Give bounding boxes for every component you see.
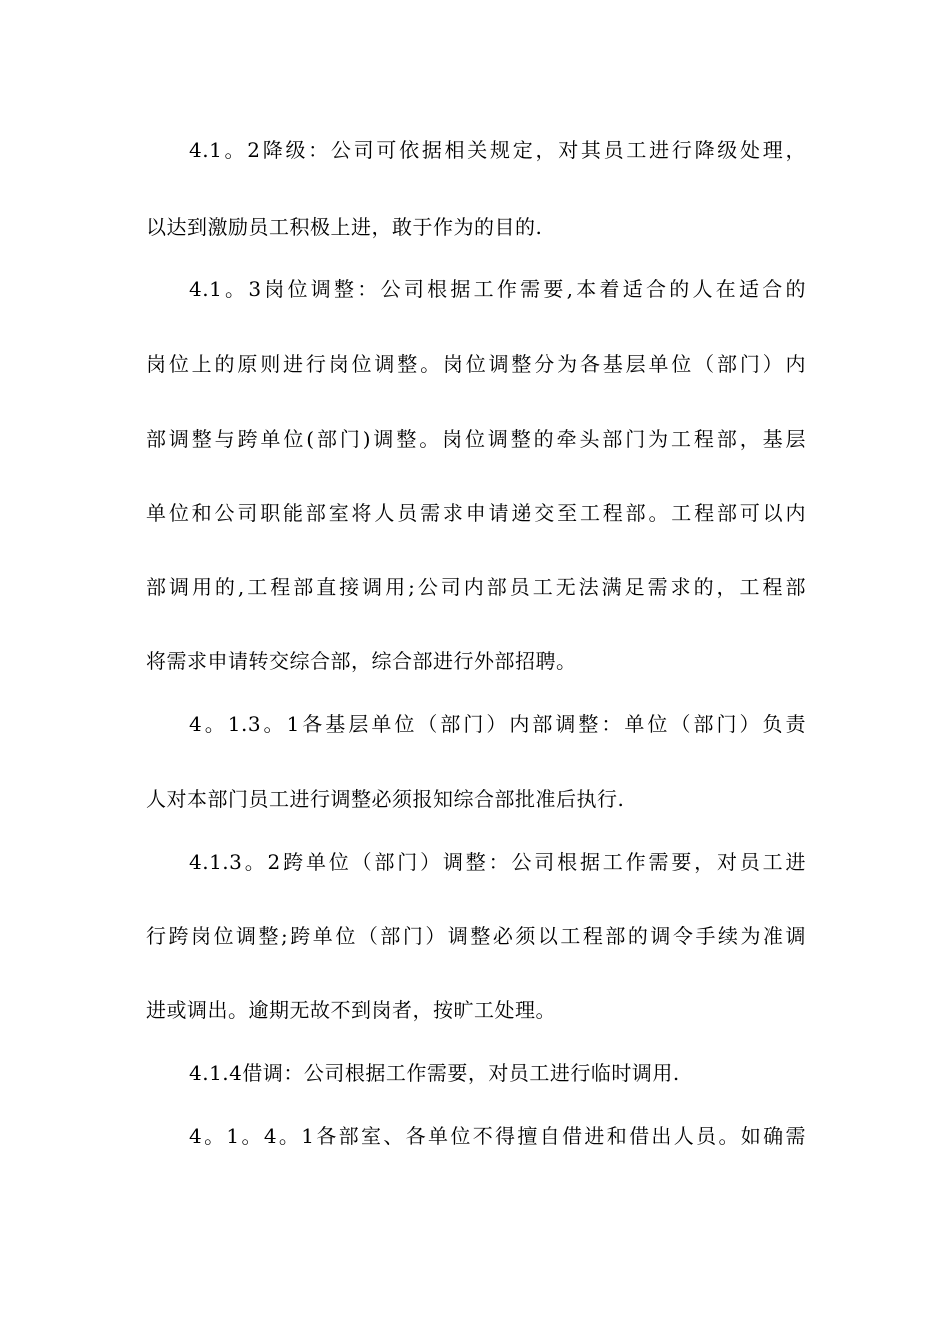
paragraph-line-6: 单位和公司职能部室将人员需求申请递交至工程部。工程部可以内 [146,501,806,525]
paragraph-line-5: 部调整与跨单位(部门)调整。岗位调整的牵头部门为工程部，基层 [146,427,806,451]
paragraph-line-13: 进或调出。逾期无故不到岗者，按旷工处理。 [146,998,556,1022]
paragraph-line-4: 岗位上的原则进行岗位调整。岗位调整分为各基层单位（部门）内 [146,352,806,376]
paragraph-line-15: 4。1。4。1各部室、各单位不得擅自借进和借出人员。如确需 [189,1124,806,1148]
paragraph-line-11: 4.1.3。2跨单位（部门）调整：公司根据工作需要，对员工进 [189,850,806,874]
paragraph-line-8: 将需求申请转交综合部，综合部进行外部招聘。 [146,649,577,673]
paragraph-line-12: 行跨岗位调整;跨单位（部门）调整必须以工程部的调令手续为准调 [146,924,806,948]
paragraph-line-9: 4。1.3。1各基层单位（部门）内部调整：单位（部门）负责 [189,712,806,736]
paragraph-line-10: 人对本部门员工进行调整必须报知综合部批准后执行. [146,787,625,811]
paragraph-line-7: 部调用的,工程部直接调用;公司内部员工无法满足需求的，工程部 [146,575,806,599]
paragraph-line-14: 4.1.4借调：公司根据工作需要，对员工进行临时调用. [189,1061,680,1085]
paragraph-line-2: 以达到激励员工积极上进，敢于作为的目的. [146,215,543,239]
paragraph-line-3: 4.1。3岗位调整：公司根据工作需要,本着适合的人在适合的 [189,277,806,301]
paragraph-line-1: 4.1。2降级：公司可依据相关规定，对其员工进行降级处理， [189,138,806,162]
